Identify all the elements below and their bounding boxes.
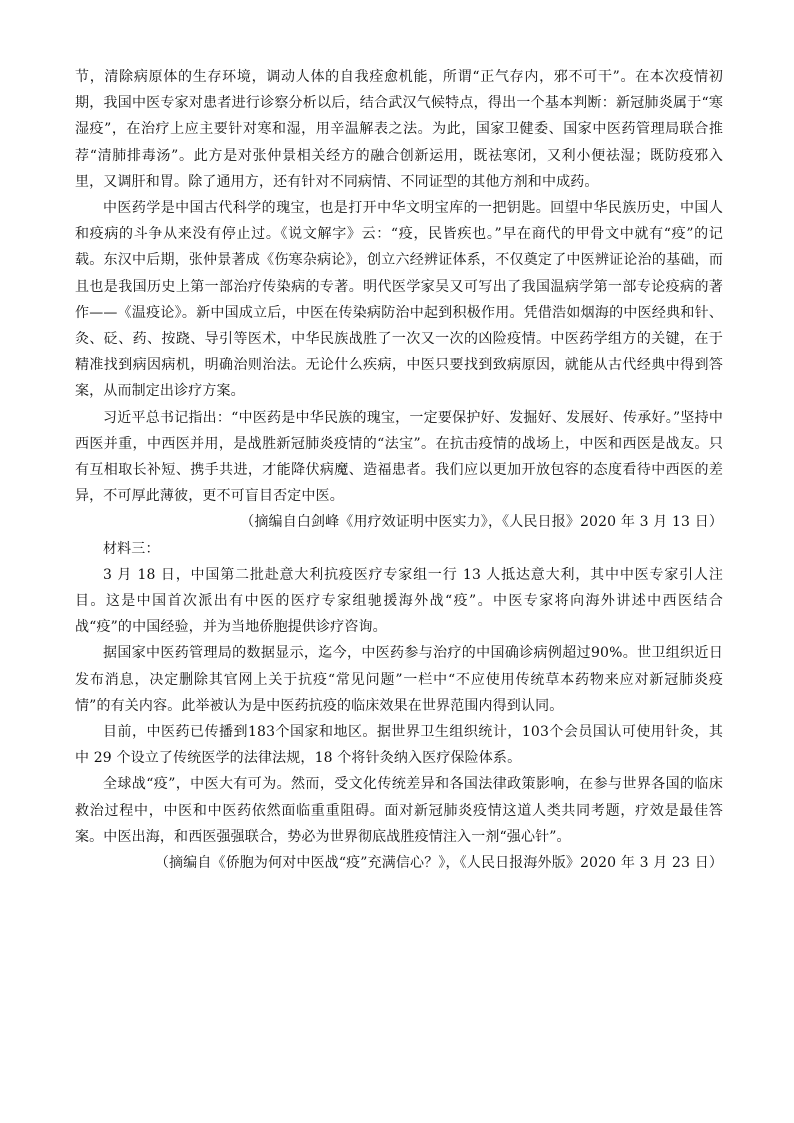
- paragraph-italy-team: 3 月 18 日，中国第二批赴意大利抗疫医疗专家组一行 13 人抵达意大利，其中中医专家引人注目。这是中国首次派出有中医的医疗专家组驰援海外战“疫”。中医专家将向海外讲述中西医结合战“疫”的中国经验，并为当地侨胞提供诊疗咨询。: [75, 566, 723, 636]
- article-body: [75, 64, 723, 876]
- paragraph-xi-quote: 习近平总书记指出：“中医药是中华民族的瑰宝，一定要保护好、发掘好、发展好、传承好。”坚持中西医并重，中西医并用，是战胜新冠肺炎疫情的“法宝”。在抗击疫情的战场上，中医和西医是战友。只有互相取长补短、携手共进，才能降伏病魔、造福患者。我们应以更加开放包容的态度看待中西医的差异，不可厚此薄彼，更不可盲目否定中医。: [75, 409, 723, 505]
- paragraph-tcm-history: 中医药学是中国古代科学的瑰宝，也是打开中华文明宝库的一把钥匙。回望中华民族历史，中国人和疫病的斗争从来没有停止过。《说文解字》云：“疫，民皆疾也。”早在商代的甲骨文中就有“疫”的记载。东汉中后期，张仲景著成《伤寒杂病论》，创立六经辨证体系，不仅奠定了中医辨证论治的基础，而且也是我国历史上第一部治疗传染病的专著。明代医学家吴又可写出了我国温病学第一部专论疫病的著作——《温疫论》。新中国成立后，中医在传染病防治中起到积极作用。凭借浩如烟海的中医经典和针、灸、砭、药、按跷、导引等医术，中华民族战胜了一次又一次的凶险疫情。中医药学组方的关键，在于精准找到病因病机，明确治则治法。无论什么疾病，中医只要找到致病原因，就能从古代经典中得到答案，从而制定出诊疗方案。: [75, 200, 723, 400]
- paragraph-who-statement: 据国家中医药管理局的数据显示，迄今，中医药参与治疗的中国确诊病例超过90%。世卫组织近日发布消息，决定删除其官网上关于抗疫“常见问题”一栏中“不应使用传统草本药物来应对新冠肺炎疫情”的有关内容。此举被认为是中医药抗疫的临床效果在世界范围内得到认同。: [75, 645, 723, 714]
- source-citation-material-three: （摘编自《侨胞为何对中医战“疫”充满信心？》，《人民日报海外版》2020 年 3 月 23 日）: [154, 855, 723, 872]
- paragraph-global-fight: 全球战“疫”，中医大有可为。然而，受文化传统差异和各国法律政策影响，在参与世界各国的临床救治过程中，中医和中医药依然面临重重阻碍。面对新冠肺炎疫情这道人类共同考题，疗效是最佳答案。中医出海，和西医强强联合，势必为世界彻底战胜疫情注入一剂“强心针”。: [75, 776, 723, 845]
- paragraph-continued: 节，清除病原体的生存环境，调动人体的自我痊愈机能，所谓“正气存内，邪不可干”。在本次疫情初期，我国中医专家对患者进行诊察分析以后，结合武汉气候特点，得出一个基本判断：新冠肺炎属于“寒湿疫”，在治疗上应主要针对寒和湿，用辛温解表之法。为此，国家卫健委、国家中医药管理局联合推荐“清肺排毒汤”。此方是对张仲景相关经方的融合创新运用，既祛寒闭，又利小便祛湿；既防疫邪入里，又调肝和胃。除了通用方，还有针对不同病情、不同证型的其他方剂和中成药。: [75, 69, 723, 190]
- paragraph-global-spread: 目前，中医药已传播到183个国家和地区。据世界卫生组织统计，103个会员国认可使用针灸，其中 29 个设立了传统医学的法律法规，18 个将针灸纳入医疗保险体系。: [75, 724, 723, 767]
- source-citation-material-two: （摘编自白剑峰《用疗效证明中医实力》，《人民日报》2020 年 3 月 13 日）: [240, 514, 723, 531]
- material-three-label: 材料三：: [103, 540, 160, 557]
